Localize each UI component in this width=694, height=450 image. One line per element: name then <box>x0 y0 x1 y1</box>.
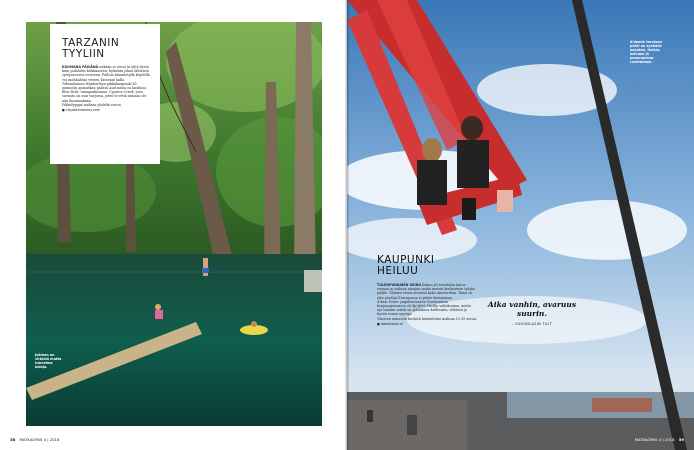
page-number: 58 <box>10 437 16 442</box>
weblink-text[interactable]: cityofwimberley.com <box>65 108 100 113</box>
spread-gutter <box>345 0 349 450</box>
article-paragraph-3: Viinteen minuutin kestävä keinutteluu maksaa 12,50 euroa. <box>377 316 477 321</box>
article-body <box>377 283 477 300</box>
article-paragraph-2: A'dam Tower ympäristöineen Overhoeksin kaupunginosassa oli ilp-yhtiö Shellin valtakuntaa, mutta nyt tunnim seinät on jaloluksen kulttuurin, viihteen ja hyvän ruuan nyyseja. <box>377 299 471 317</box>
page-number: 59 <box>678 437 684 442</box>
article-paragraph-3: Pikkufyyppu maksaa yhdeltä euron. <box>62 102 122 107</box>
article-lead: KUUMANA PÄIVÄNÄ <box>62 65 99 70</box>
photo-caption: Jokinen on virkistä mutta tunnelma kaloja. <box>35 353 62 369</box>
weblink-text[interactable]: adamtoren.nl <box>380 321 404 326</box>
pull-quote-text: Aika vanhin, avaruus suurin. <box>487 300 577 318</box>
article-headline: TARZANIN TYYLIIN <box>62 37 120 61</box>
article-headline: KAUPUNKI HEILUU <box>377 254 435 278</box>
magazine-issue: MATKAOPAS 4 | 2018 <box>19 437 60 442</box>
article-textbox-swing <box>377 255 477 326</box>
page-footer-left <box>10 437 59 442</box>
magazine-issue: MATKAOPAS 4 | 2018 <box>634 437 675 442</box>
sky-swing-illustration <box>347 0 694 450</box>
swing-photo <box>347 0 694 450</box>
article-textbox-tarzan <box>50 24 160 164</box>
article-paragraph-1: mikään ei virvoi ta yhtä hyvin kuin pulahdus kirkkaaseen, kylmään joken lähteistä syntyneeseen vesiseen. Pulloin kiinnitetyllä köydellä voi molskahtaa veteen Tarzanin lailla. <box>62 65 150 82</box>
photo-caption: A'damin torniaan päärl on sykkälle kohoten, itaisia, kaivaan ja panoraamaa- ravintolaan. <box>630 40 662 64</box>
article-lead: TULENPUNAINEN KEINU <box>377 283 422 288</box>
right-page <box>347 0 694 450</box>
article-paragraph-2: Teksasilainen Wimberleyn pikkukaupunki 45 minuutin ajomatkan päässä Austinista on kuuluisa Blue Hole -uimapaikastaan. Cypress Creek -joen suvanto on osin varjossa, joten ei vettä uimaan ole niin kuumaakaan. <box>62 81 147 103</box>
article-weblink[interactable]: ● cityofwimberley.com <box>62 108 100 113</box>
pull-quote-author: – SAVONLASIN TILIT <box>511 322 553 326</box>
article-body <box>62 65 152 82</box>
article-weblink[interactable]: ● adamtoren.nl <box>377 321 404 326</box>
pull-quote <box>487 300 577 329</box>
page-footer-right <box>635 437 684 442</box>
article-paragraph-1: liukuu yli tornitalon katon reunan ja sinkoaa ainajan sauhu metrin korkeuteen tyhjän päälle. Silmien eteen aveutuu koko Amsterdam. Tämä on yksi pöntöjä Euroopassa ei pääse keinumaan. <box>377 283 475 300</box>
